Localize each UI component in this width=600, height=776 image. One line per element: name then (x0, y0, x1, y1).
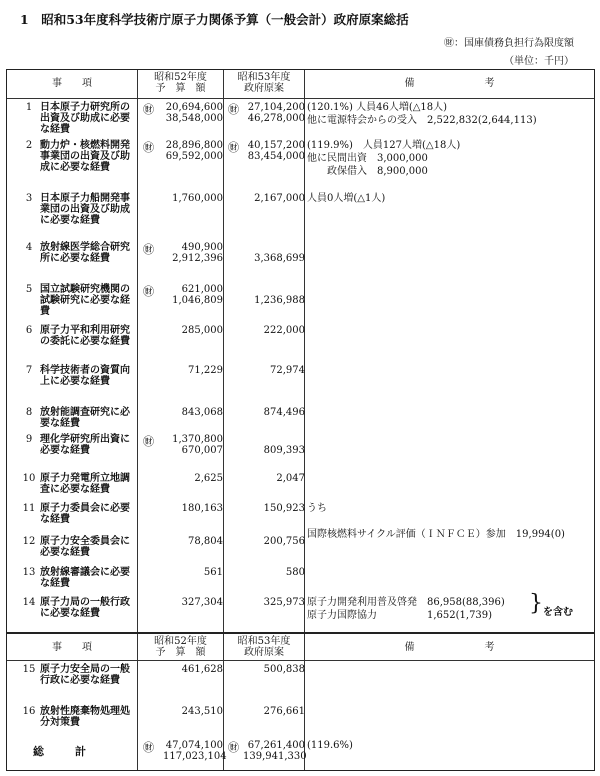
cur-budget-value: 500,838 (263, 664, 305, 675)
cur-budget-value: 2,167,000 (254, 193, 305, 204)
row-item-label: 原子力委員会に必要な経費 (40, 503, 130, 525)
remark-line: 他に民間出資 3,000,000 (307, 153, 428, 164)
remark-line: うち (307, 503, 327, 514)
cur-budget-value: 809,393 (263, 445, 305, 456)
cur-budget-value: 1,236,988 (254, 295, 305, 306)
row-item-label: 放射線医学総合研究所に必要な経費 (40, 242, 130, 264)
row-number: 3 (25, 193, 33, 204)
row-number: 15 (22, 664, 36, 675)
row-number: 12 (22, 536, 36, 547)
remark-line: 国際核燃料サイクル評価（ＩＮＦＣＥ）参加 19,994(0) (307, 529, 565, 540)
limit-mark-icon: ㊖ (143, 435, 154, 448)
prev-budget-value: 327,304 (181, 597, 223, 608)
limit-mark-icon: ㊖ (228, 103, 239, 116)
row-item-label: 放射線審議会に必要な経費 (40, 567, 130, 589)
limit-mark-icon: ㊖ (143, 141, 154, 154)
prev-budget-value: 461,628 (181, 664, 223, 675)
row-number: 9 (25, 434, 33, 445)
prev-budget-value: 2,625 (194, 473, 223, 484)
row-item-label: 原子力安全委員会に必要な経費 (40, 536, 130, 558)
row-item-label: 科学技術者の資質向上に必要な経費 (40, 365, 130, 387)
limit-mark-icon: ㊖ (143, 243, 154, 256)
row-item-label: 放射能調査研究に必要な経費 (40, 407, 130, 429)
row-item-label: 原子力局の一般行政に必要な経費 (40, 597, 130, 619)
row-number: 11 (22, 503, 36, 514)
unit-note: （単位：千円） (504, 56, 574, 67)
remark-line: (120.1%) 人員46人増(△18人) (307, 102, 448, 113)
row-number: 1 (25, 102, 33, 113)
row-number: 2 (25, 140, 33, 151)
cur-budget-value: 40,157,200 83,454,000 (247, 140, 305, 162)
prev-budget-value: 490,900 2,912,396 (172, 242, 223, 264)
row-item-label: 理化学研究所出資に必要な経費 (40, 434, 130, 456)
prev-budget-value: 561 (203, 567, 223, 578)
row-item-label: 日本原子力研究所の出資及び助成に必要な経費 (40, 102, 130, 135)
header-cur: 昭和53年度 政府原案 (237, 72, 291, 94)
limit-mark-icon: ㊖ (228, 141, 239, 154)
cur-budget-value: 27,104,200 46,278,000 (247, 102, 305, 124)
row-remarks (307, 502, 591, 541)
cur-budget-value: 200,756 (263, 536, 305, 547)
row-item-label: 国立試験研究機関の試験研究に必要な経費 (40, 284, 130, 317)
header-cur: 昭和53年度 政府原案 (237, 636, 291, 658)
remark-line (307, 515, 591, 528)
header-item: 事 項 (52, 78, 92, 89)
prev-budget-value: 20,694,600 38,548,000 (165, 102, 223, 124)
row-item-label: 原子力平和利用研究の委託に必要な経費 (40, 325, 130, 347)
cur-budget-value: 325,973 (263, 597, 305, 608)
total-remark: (119.6%) (307, 740, 353, 751)
cur-budget-value: 276,661 (263, 706, 305, 717)
prev-budget-value: 243,510 (181, 706, 223, 717)
budget-table-continued (6, 633, 595, 771)
row-item-label: 原子力安全局の一般行政に必要な経費 (40, 664, 130, 686)
remark-line: 原子力国際協力 1,652(1,739) (307, 610, 493, 621)
prev-budget-value: 621,000 1,046,809 (172, 284, 223, 306)
header-remarks: 備 考 (404, 78, 495, 89)
prev-budget-value: 180,163 (181, 503, 223, 514)
header-item: 事 項 (52, 642, 92, 653)
header-prev: 昭和52年度 予 算 額 (154, 636, 207, 658)
prev-budget-value: 1,760,000 (172, 193, 223, 204)
row-item-label: 動力炉・核燃料開発事業団の出資及び助成に必要な経費 (40, 140, 130, 173)
remark-line: 政保借入 8,900,000 (307, 166, 428, 177)
remark-line: 原子力開発利用普及啓発 86,958(88,396) (307, 597, 505, 608)
limit-mark-icon: ㊖ (143, 741, 154, 754)
cur-budget-value: 2,047 (276, 473, 305, 484)
row-number: 8 (25, 407, 33, 418)
cur-budget-value: 72,974 (270, 365, 305, 376)
brace-note: を含む (543, 607, 573, 618)
brace-icon: } (529, 591, 543, 616)
row-remarks (307, 139, 591, 178)
page-title: 1 昭和53年度科学技術庁原子力関係予算（一般会計）政府原案総括 (20, 12, 409, 27)
header-prev: 昭和52年度 予 算 額 (154, 72, 207, 94)
prev-budget-value: 71,229 (188, 365, 223, 376)
header-remarks: 備 考 (404, 642, 495, 653)
row-item-label: 日本原子力船開発事業団の出資及び助成に必要な経費 (40, 193, 130, 226)
limit-mark-icon: ㊖ (143, 285, 154, 298)
cur-budget-value: 3,368,699 (254, 253, 305, 264)
prev-budget-value: 843,068 (181, 407, 223, 418)
prev-budget-value: 1,370,800 670,007 (172, 434, 223, 456)
total-prev-value: 47,074,100 117,023,104 (163, 740, 227, 762)
row-remarks (307, 101, 591, 127)
total-label: 総 計 (33, 745, 96, 758)
row-item-label: 原子力発電所立地調査に必要な経費 (40, 473, 130, 495)
row-number: 13 (22, 567, 36, 578)
row-number: 16 (22, 706, 36, 717)
remark-line: 他に電源特会からの受入 2,522,832(2,644,113) (307, 115, 537, 126)
row-remarks (307, 192, 591, 205)
limit-mark-icon: ㊖ (228, 741, 239, 754)
total-cur-value: 67,261,400 139,941,330 (243, 740, 307, 762)
prev-budget-value: 78,804 (188, 536, 223, 547)
prev-budget-value: 28,896,800 69,592,000 (165, 140, 223, 162)
row-number: 10 (22, 473, 36, 484)
row-number: 14 (22, 597, 36, 608)
cur-budget-value: 222,000 (263, 325, 305, 336)
remark-line: 人員0人増(△1人) (307, 193, 386, 204)
prev-budget-value: 285,000 (181, 325, 223, 336)
row-number: 4 (25, 242, 33, 253)
cur-budget-value: 150,923 (263, 503, 305, 514)
row-number: 5 (25, 284, 33, 295)
row-number: 6 (25, 325, 33, 336)
limit-mark-icon: ㊖ (143, 103, 154, 116)
row-item-label: 放射性廃棄物処理処分対策費 (40, 706, 130, 728)
cur-budget-value: 874,496 (263, 407, 305, 418)
row-number: 7 (25, 365, 33, 376)
budget-table-main (6, 69, 595, 633)
cur-budget-value: 580 (285, 567, 305, 578)
legend-note: ㊖：国庫債務負担行為限度額 (444, 38, 574, 49)
remark-line: (119.9%) 人員127人増(△18人) (307, 140, 461, 151)
